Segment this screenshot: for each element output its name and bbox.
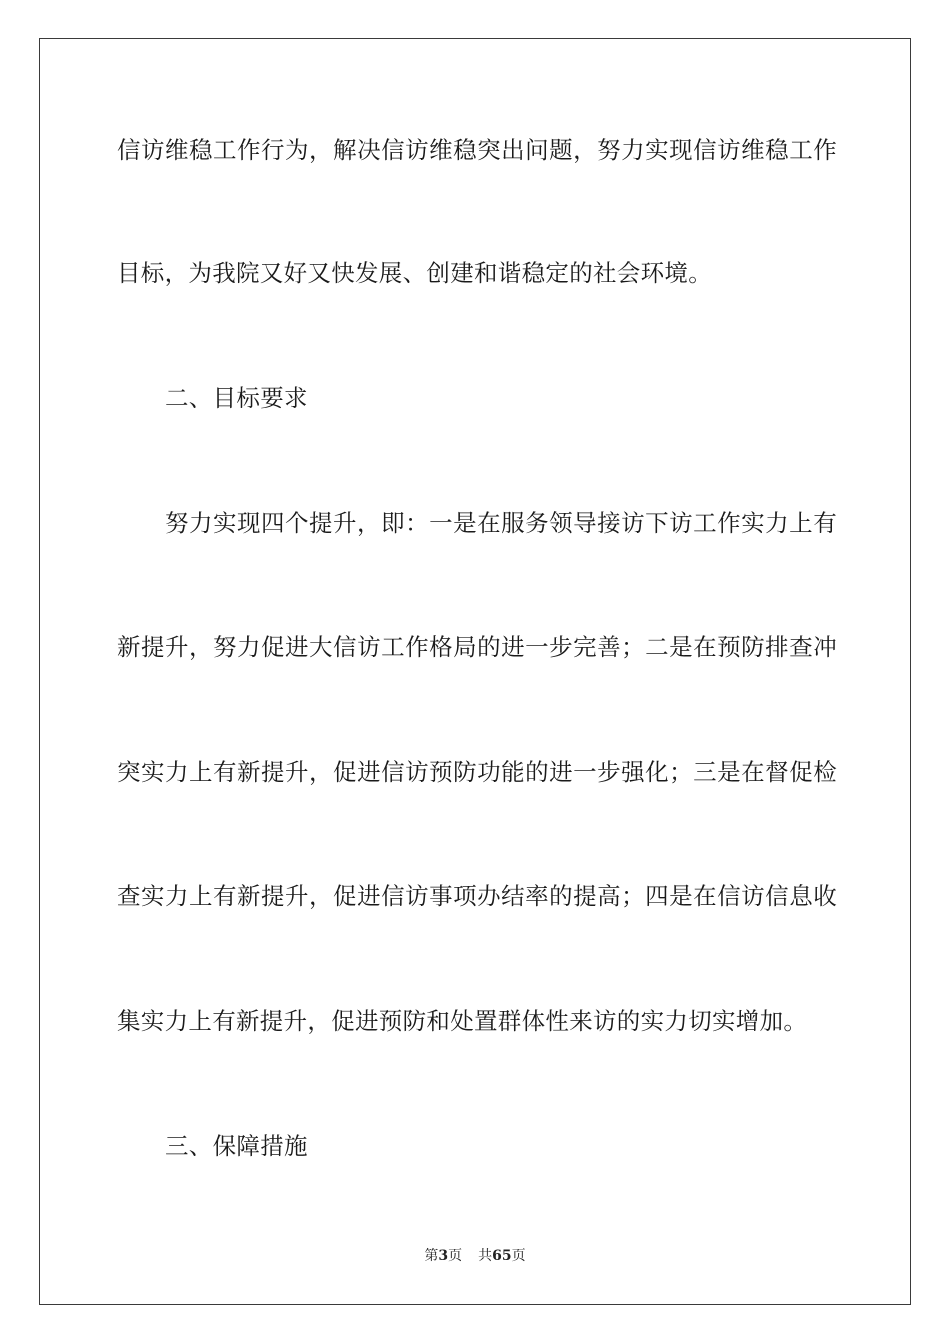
paragraph-line-3: 努力实现四个提升，即：一是在服务领导接访下访工作实力上有 [165,509,837,537]
section-heading-targets: 二、目标要求 [165,384,308,412]
total-suffix: 页 [511,1248,526,1264]
paragraph-line-6: 查实力上有新提升，促进信访事项办结率的提高；四是在信访信息收 [117,882,837,910]
total-pages: 65 [492,1248,512,1264]
section-heading-measures: 三、保障措施 [165,1132,308,1160]
paragraph-line-5: 突实力上有新提升，促进信访预防功能的进一步强化；三是在督促检 [117,758,837,786]
paragraph-line-4: 新提升，努力促进大信访工作格局的进一步完善；二是在预防排查冲 [117,633,837,661]
paragraph-line-1: 信访维稳工作行为，解决信访维稳突出问题，努力实现信访维稳工作 [117,136,837,164]
total-prefix: 共 [478,1248,493,1264]
paragraph-line-7: 集实力上有新提升，促进预防和处置群体性来访的实力切实增加。 [117,1007,808,1035]
paragraph-line-2: 目标，为我院又好又快发展、创建和谐稳定的社会环境。 [117,259,712,287]
page-footer [0,1246,950,1266]
page-frame [39,38,911,1305]
page-number: 3 [438,1248,449,1264]
page-suffix: 页 [448,1248,463,1264]
page-prefix: 第 [424,1248,439,1264]
